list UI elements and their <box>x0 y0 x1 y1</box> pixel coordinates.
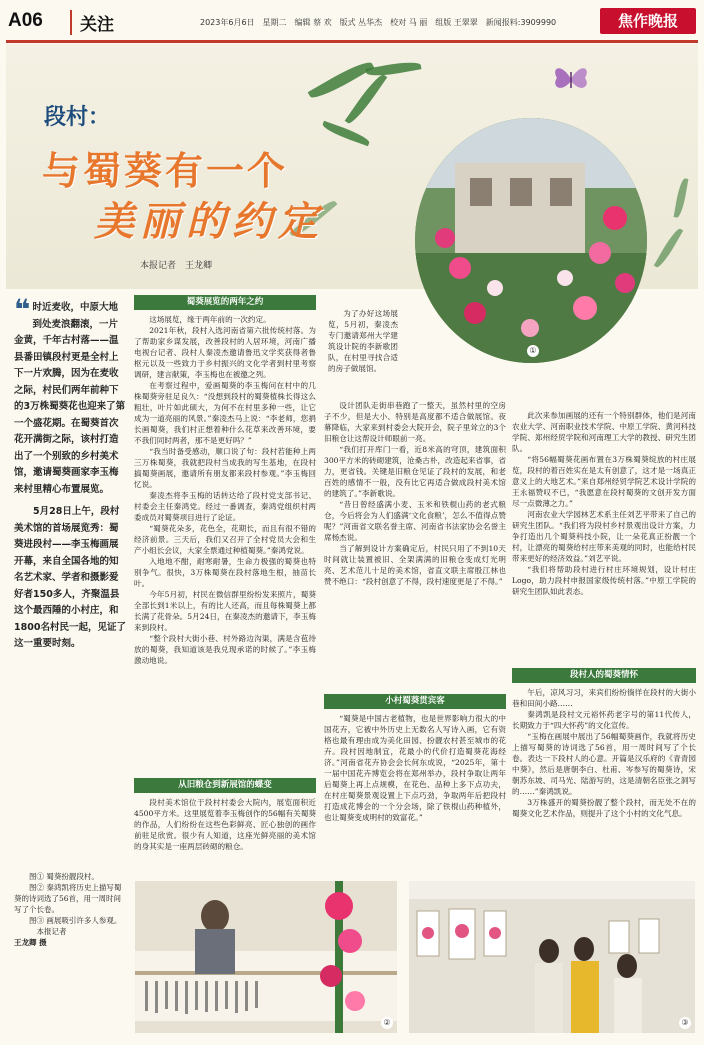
leaf-decoration <box>654 227 683 270</box>
photo-number-badge: ① <box>527 345 539 357</box>
column-3-top-narrow <box>328 308 398 374</box>
column-3-body-lower <box>324 713 506 823</box>
paragraph: “蜀葵花朵多，花色全，花期长，而且有很不错的经济前景。三天后，我们又召开了全村党员大会和生产小组长会议，大家全票通过种植蜀葵。”秦鸿党说。 <box>134 524 316 555</box>
caption-credit-name: 王龙卿 摄 <box>14 938 47 947</box>
subhead-two-year-promise: 蜀葵展览的两年之约 <box>134 295 316 310</box>
subhead-hollyhock-guests: 小村蜀葵贯宾客 <box>324 694 506 709</box>
hollyhock-photo-illustration <box>415 118 647 363</box>
paragraph: 段村美术馆位于段村村委会大院内，展览面积近4500平方米。这里展览着李玉梅创作的56幅有关蜀葵的作品，人们纷纷在这些色彩鲜亮、匠心独创的画作前驻足欣赏。很少有人知道，这座光鲜亮丽的美术馆的身其实是一座两层砖砌的粮仓。 <box>134 798 316 851</box>
leaf-decoration <box>321 121 371 147</box>
headline-title-line2: 美丽的约定 <box>94 198 324 245</box>
leaf-decoration <box>366 59 422 78</box>
paragraph: “我们打开库门一看，近8米高的穹顶，建筑面积300平方米的砖砌建筑，沧桑古朴，改造起来省事，省力，更省钱。关键是旧粮仓见证了段村的发展，和老百姓的感情不一般，没有比它再适合做成段村美术馆的建筑了。”李新歌说。 <box>324 445 506 498</box>
lead-paragraph-1: 时近麦收，中原大地到处麦浪翻滚，一片金黄，千年古村落——温县番田镇段村更是全村上下一片欢腾，因为在麦收之际，村民们两年前种下的3万株蜀葵花也迎来了第一个盛花期。在蜀葵首次花开满街之际，该村打造出了一个别致的乡村美术馆，邀请蜀葵画家李玉梅来村里精心布置展览。 <box>14 302 126 495</box>
headline-kicker: 段村： <box>44 105 111 130</box>
lead-column <box>14 293 126 653</box>
column-4-body-lower <box>512 687 696 819</box>
lead-paragraph-2: 5月28日上午，段村美术馆的首场展览秀：蜀葵进段村——李玉梅画展开幕，来自全国各地的知名艺术家、学者和摄影爱好者150多人，齐聚温县这个最西陲的小村庄，和1800名村民一起，见证了这一重要时刻。 <box>14 506 126 649</box>
issue-info: 2023年6月6日 星期二 编辑 蔡 欢 版式 丛华杰 校对 马 丽 组版 王翠翠 新闻报料:3909990 <box>200 18 557 27</box>
calligraphy-photo-illustration <box>135 881 397 1033</box>
newspaper-logo: 焦作晚报 <box>600 8 696 34</box>
paragraph: “我当时备受感动，顺口说了句：段村若能种上两三万株蜀葵，我就把段村当成我的写生基地，在段村搞蜀葵画展，邀请所有朋友都来段村参观。”李玉梅回忆说。 <box>134 447 316 489</box>
byline: 本报记者 王龙卿 <box>140 261 213 271</box>
paragraph: 在考察过程中，爱画蜀葵的李玉梅问在村中的几株蜀葵旁驻足良久：“没想到段村的蜀葵植株长得这么粗壮，叶片如此硕大，为何不在村里多种一些，让它成为一道亮丽的风景。”秦凌杰马上说：“李老师，您捐长画蜀葵，我们村正想着种什么花草来改善环境，要不我们同时两者，那不是更好吗？” <box>134 381 316 445</box>
subhead-hollyhock-feelings: 段村人的蜀葵情怀 <box>512 668 696 683</box>
column-4-body <box>512 410 696 597</box>
column-3-body <box>324 400 506 587</box>
subhead-granary-to-gallery: 从旧粮仓到新展馆的蝶变 <box>134 778 316 793</box>
paragraph: “玉梅在画展中展出了56幅蜀葵画作，我就将历史上描写蜀葵的诗词选了56首，用一周时间写了个长卷。表达一下段村人的心意。开篇是汉乐府的《青青园中葵》，然后是唐朝李白、杜甫、岑参写的蜀葵诗，宋朝苏东坡、司马光、陆游写的，这是清朝名臣张之洞写的……”秦鸿凯说。 <box>512 732 696 796</box>
caption-3: 图③ 画展吸引许多人参观。 <box>14 916 122 925</box>
page-number: A06 <box>8 10 43 31</box>
quote-mark-icon: ❝ <box>14 293 31 326</box>
paragraph: 3万株盛开的蜀葵扮靓了整个段村，而无处不在的蜀葵文化艺术作品，则提升了这个小村的文化气息。 <box>512 798 696 818</box>
caption-1: 图① 蜀葵扮靓段村。 <box>14 872 99 881</box>
caption-credit: 本报记者 <box>14 927 67 936</box>
page-header <box>0 0 704 40</box>
leaf-decoration <box>674 178 689 219</box>
caption-2: 图② 秦鸿凯将历史上描写蜀葵的诗词选了56首，用一周时间写了个长卷。 <box>14 883 122 914</box>
paragraph: 入地地不酣，耐寒耐暑，生命力极强的蜀葵也特别争气。很快，3万株蜀葵在段村落地生根，抽苗长叶。 <box>134 557 316 588</box>
photo-calligraphy-scroll <box>135 881 397 1033</box>
paragraph: 秦鸿凯是段村文元裕怀药老字号的第11代传人，长期致力于“四大怀药”的文化宣传。 <box>512 710 696 730</box>
paragraph: “昔日曾经盛满小麦、玉米和铁棍山药的老式粮仓，今后将会为人们盛满‘文化食粮’，怎么不值得点赞呢？”河南省文联名誉主席、河南省书法家协会名誉主席杨杰说。 <box>324 500 506 542</box>
paragraph: 为了办好这场展览，5月初，秦凌杰专门邀请郑州大学建筑设计院的李新歌团队，在村里寻找合适的房子做展馆。 <box>328 309 398 373</box>
header-rule <box>6 40 698 43</box>
paragraph: 河南农业大学园林艺术系主任刘艺平带来了自己的研究生团队。“我们将为段村乡村景观出设计方案，力争打造出几个蜀葵科技小院，让一朵花真正扮靓一个村，让漂亮的蜀葵给村庄带来美观的同时，也能给村民带来更好的经济效益。”刘艺平说。 <box>512 510 696 563</box>
column-2-body-lower <box>134 797 316 852</box>
paragraph: “将56幅蜀葵花画布置在3万株蜀葵绽放的村庄展览，段村的着百姓实在是太有创意了，这才是一场真正意义上的大地艺术。”来自郑州经贸学院艺术设计学院的王永福赞叹不已，“我愿意在段村蜀葵的文创开发方面尽一点微薄之力。” <box>512 455 696 508</box>
paragraph: 秦凌杰将李玉梅的话转达给了段村党支部书记、村委会主任秦鸿党。经过一番调查，秦鸿党组织村两委成员对蜀葵项目进行了论证。 <box>134 491 316 522</box>
photo-captions <box>14 871 126 948</box>
paragraph: “我们将帮助段村进行村庄环境规划，设计村庄Logo，助力段村申报国家级传统村落。”中原工学院的研究生团队如此表态。 <box>512 565 696 596</box>
paragraph: 此次来参加画展的还有一个特别群体，他们是河南农业大学、河南职业技术学院、中原工学院、黄河科技学院、郑州经贸学院和河南理工大学的教授、研究生团队。 <box>512 411 696 453</box>
photo-hollyhock-village <box>415 118 647 363</box>
photo-number-badge: ② <box>381 1017 393 1029</box>
headline-title-line1: 与蜀葵有一个 <box>42 149 289 193</box>
paragraph: “蜀葵是中国古老植物，也是世界影响力很大的中国花卉，它被中外历史上无数名人写诗入画，它有资格也最有理由成为美化田园、扮靓农村甚至城市的花卉。段村因地制宜，花最小的代价打造蜀葵花海经济。”河南省花卉协会会长何东成说，“2025年，第十一届中国花卉博览会将在郑州举办，段村争取让两年后蜀葵上再上点规模，在花色、品种上多下点功夫，在村庄蜀葵景观设置上下点巧劲，争取两年后把段村打造成花博会的一个分会场，除了铁棍山药种植外，也让蜀葵变成明村的致富花。” <box>324 714 506 822</box>
paragraph: 当了解到设计方案确定后，村民只用了不到10天时间就让装置被旧、全架满满的旧粮仓变成灯光明亮、艺术范儿十足的美术馆，省直文联主席殷江林也赞不绝口：“段村创意了不得，段村速度更是了不得。” <box>324 544 506 586</box>
paragraph: 2021年秋，段村入选河南省第六批传统村落。为了帮助家乡谋发展，改善段村的人居环境，河南广播电视台记者、段村人秦凌杰邀请鲁迅文学奖获得者鲁枢元以及一些致力于乡村振兴的文化学者到村里考察调研，建言献策，李玉梅也在被邀之列。 <box>134 326 316 379</box>
column-2-body <box>134 314 316 666</box>
photo-exhibition-visitors <box>409 881 695 1033</box>
paragraph: 今年5月初，村民在微信群里纷纷发来照片，蜀葵全部长到1米以上，有的比人还高，而且每株蜀葵上都长满了花骨朵。5月24日，在秦凌杰的邀请下，李玉梅来到段村。 <box>134 590 316 632</box>
paragraph: 这场展览，缘于两年前的一次约定。 <box>149 315 271 324</box>
exhibition-photo-illustration <box>409 881 695 1033</box>
paragraph: 午后，凉风习习，来宾们纷纷徜徉在段村的大街小巷和田间小路…… <box>512 688 696 708</box>
paragraph: “整个段村大街小巷、村外路边沟渠，满是含苞待放的蜀葵，我知道该是我兑现承诺的时候了。”李玉梅激动地说。 <box>134 634 316 665</box>
section-name: 关注 <box>70 10 114 35</box>
photo-number-badge: ③ <box>679 1017 691 1029</box>
paragraph: 设计团队走街串巷跑了一整天，虽然村里的空房子不少，但是大小、特别是高度都不适合做展馆。夜幕降临，大家来到村委会大院开会，院子里耸立的3个旧粮仓让这帮设计师眼前一亮。 <box>324 401 506 443</box>
butterfly-icon <box>551 62 591 96</box>
